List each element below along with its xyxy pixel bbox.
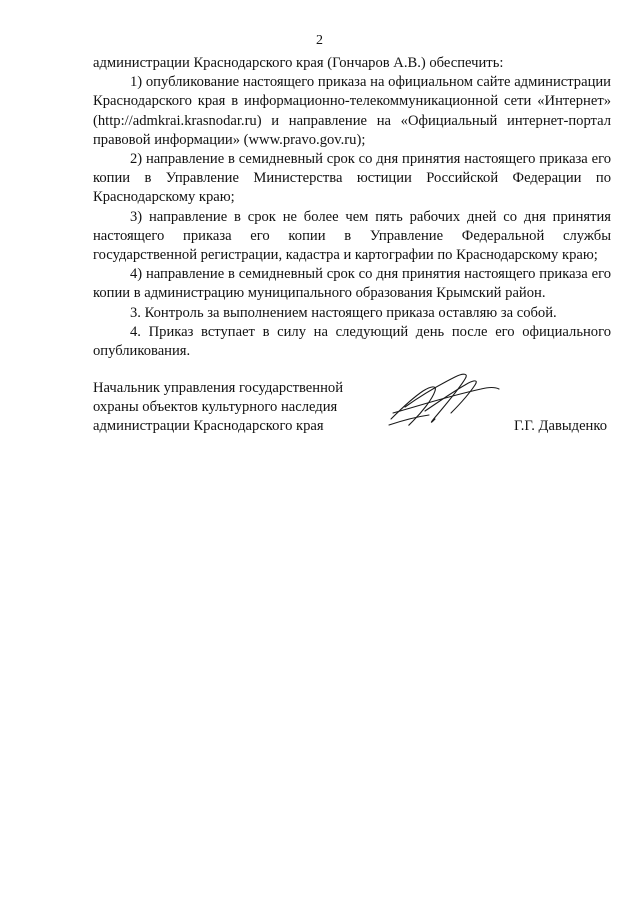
signer-title-line-2: охраны объектов культурного наследия bbox=[93, 399, 338, 416]
signature-block bbox=[93, 379, 611, 439]
paragraph-item-3: 3) направление в срок не более чем пять рабочих дней со дня принятия настоящего приказа его копии в Управление Федеральной службы государственной регистрации, кадастра и картографии по Краснодарскому краю; bbox=[93, 208, 611, 264]
signer-title-line-1: Начальник управления государственной bbox=[93, 380, 344, 396]
paragraph-effective-date: 4. Приказ вступает в силу на следующий день после его официального опубликования. bbox=[93, 323, 611, 360]
paragraph-item-1: 1) опубликование настоящего приказа на официальном сайте администрации Краснодарского края в информационно-телекоммуникационной сети «Интернет» (http://admkrai.krasnodar.ru) и направление на «Официальный интернет-портал правовой информации» (www.pravo.gov.ru); bbox=[93, 74, 611, 148]
paragraph-item-2: 2) направление в семидневный срок со дня принятия настоящего приказа его копии в Управление Министерства юстиции Российской Федерации по Краснодарскому краю; bbox=[93, 151, 611, 206]
paragraph-item-4: 4) направление в семидневный срок со дня принятия настоящего приказа его копии в администрацию муниципального образования Крымский район. bbox=[93, 266, 611, 302]
document-body bbox=[93, 54, 611, 361]
page-number: 2 bbox=[316, 33, 323, 48]
handwritten-signature-icon bbox=[385, 367, 505, 437]
signer-title bbox=[93, 379, 373, 437]
paragraph-control: 3. Контроль за выполнением настоящего приказа оставляю за собой. bbox=[130, 304, 557, 321]
paragraph-intro: администрации Краснодарского края (Гончаров А.В.) обеспечить: bbox=[93, 55, 504, 71]
signer-title-line-3: администрации Краснодарского края bbox=[93, 418, 324, 435]
signer-name: Г.Г. Давыденко bbox=[513, 418, 607, 434]
